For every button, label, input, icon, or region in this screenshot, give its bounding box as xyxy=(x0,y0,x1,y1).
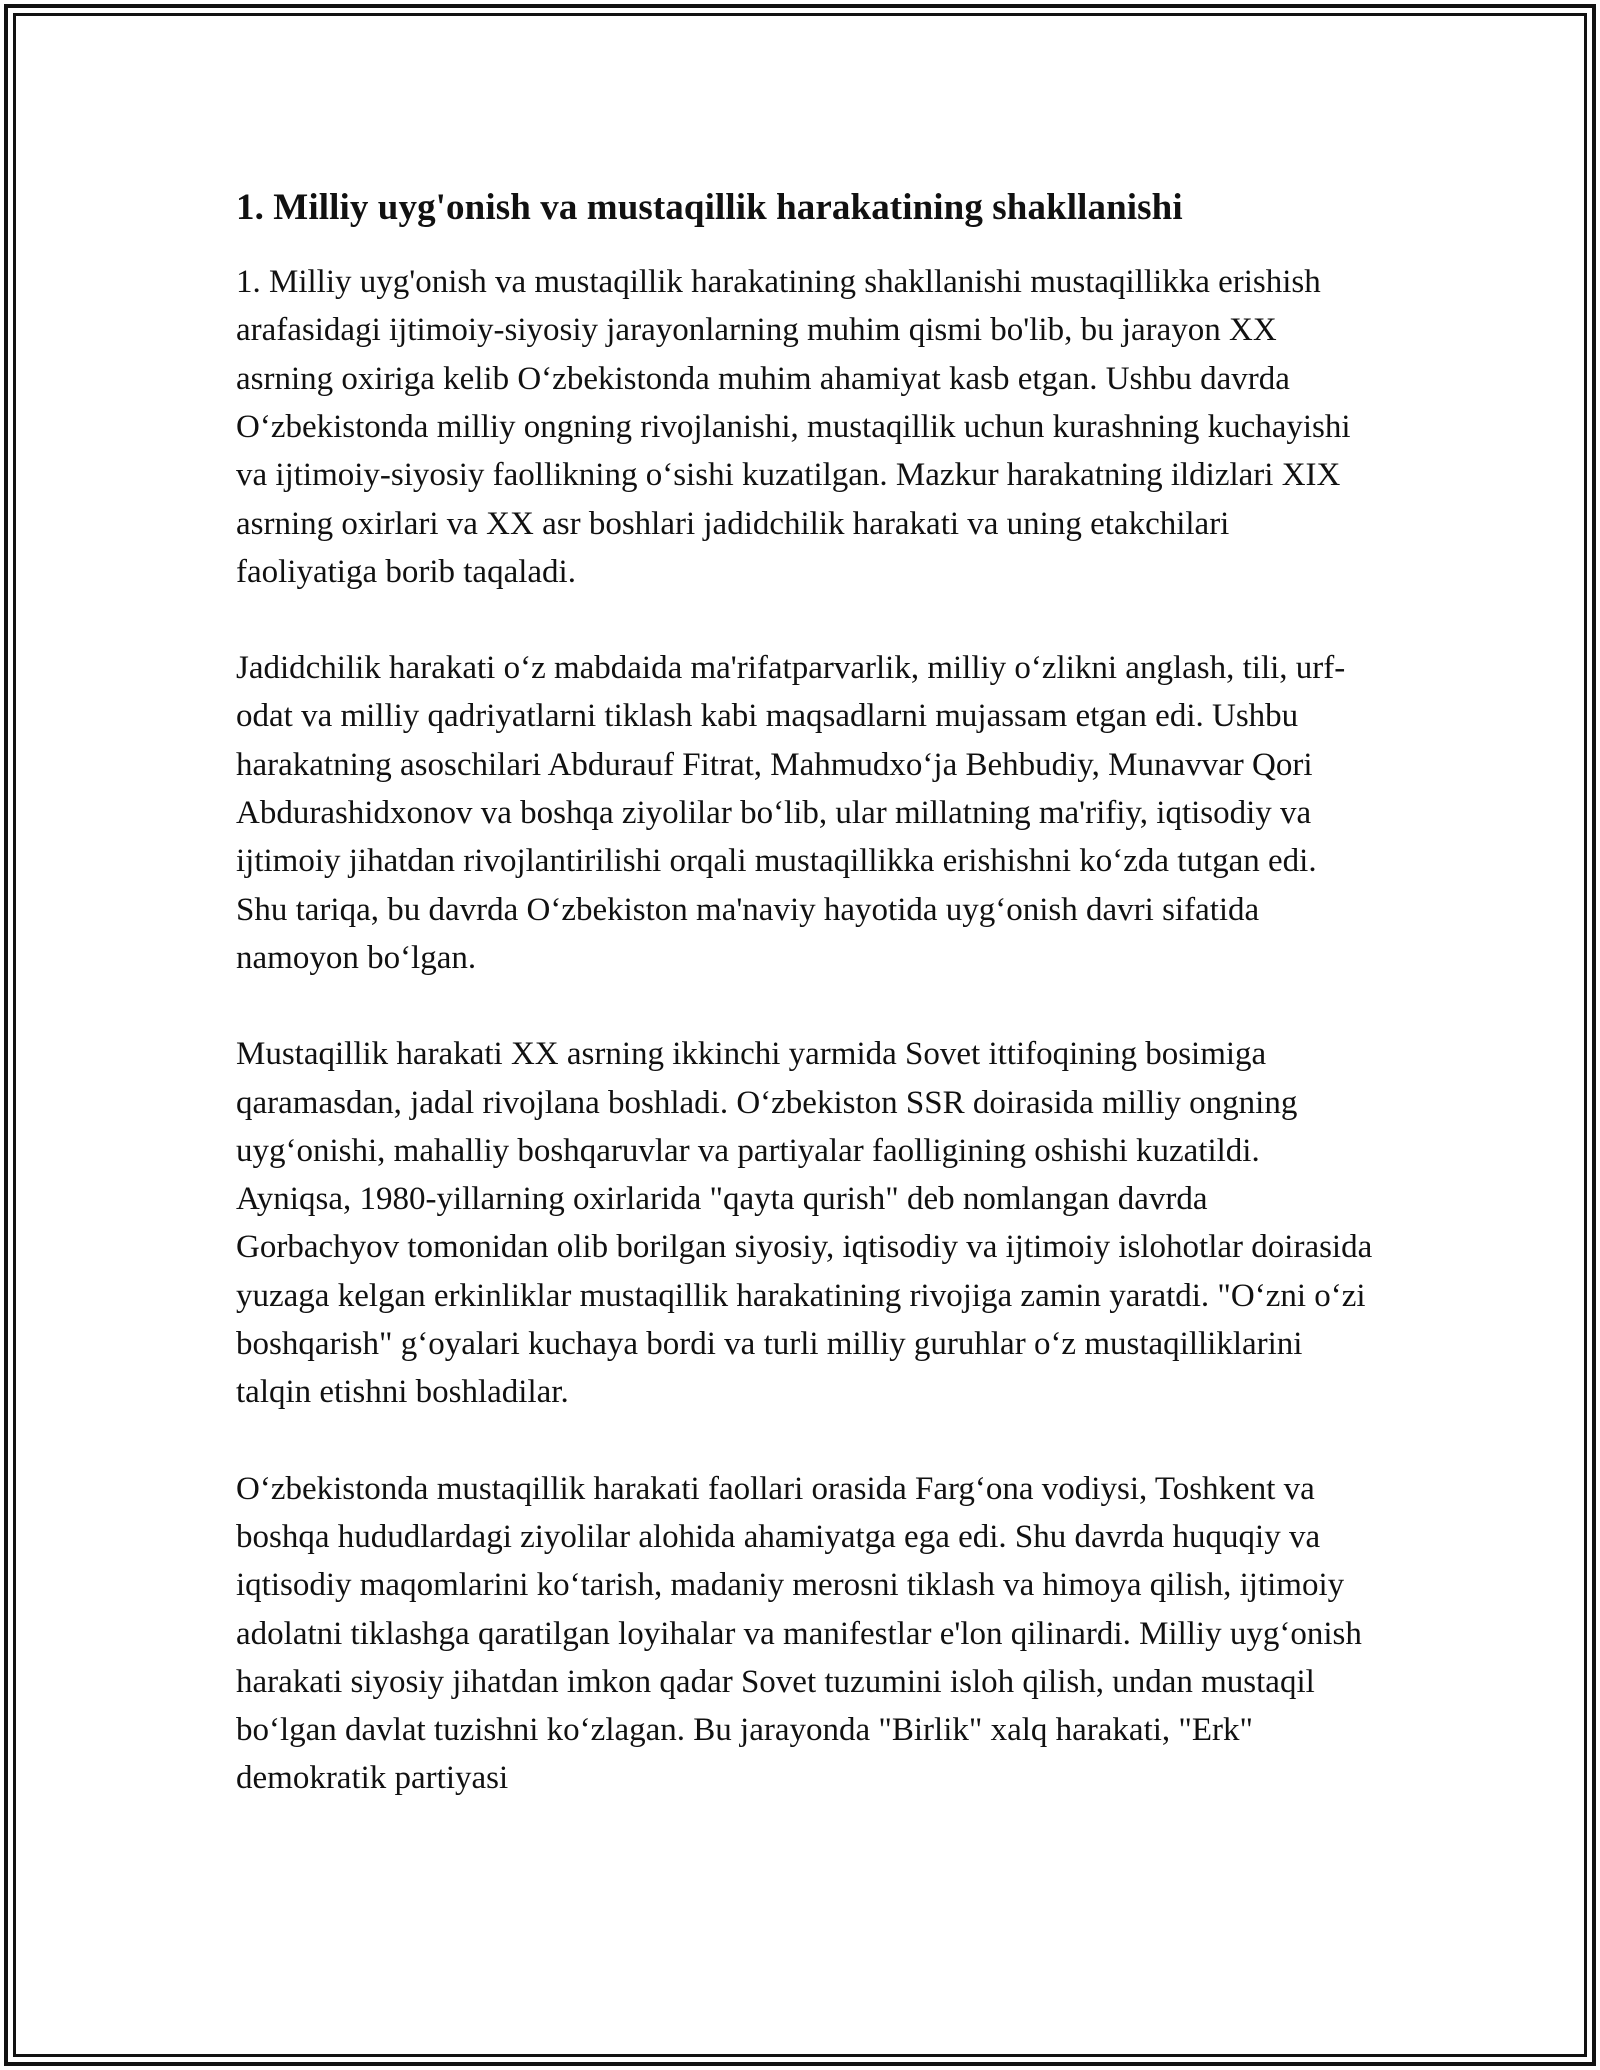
document-body xyxy=(236,184,1376,1803)
paragraph-independence-movement: Mustaqillik harakati XX asrning ikkinchi yarmida Sovet ittifoqining bosimiga qaramasdan, jadal rivojlana boshladi. O‘zbekiston SSR doirasida milliy ongning uyg‘onishi, mahalliy boshqaruvlar va partiyalar faolligining oshishi kuzatildi. Ayniqsa, 1980-yillarning oxirlarida "qayta qurish" deb nomlangan davrda Gorbachyov tomonidan olib borilgan siyosiy, iqtisodiy va ijtimoiy islohotlar doirasida yuzaga kelgan erkinliklar mustaqillik harakatining rivojiga zamin yaratdi. "O‘zni o‘zi boshqarish" g‘oyalari kuchaya bordi va turli milliy guruhlar o‘z mustaqilliklarini talqin etishni boshladilar. xyxy=(236,1036,1373,1411)
paragraph-jadidism: Jadidchilik harakati o‘z mabdaida ma'rifatparvarlik, milliy o‘zlikni anglash, tili, urf-odat va milliy qadriyatlarni tiklash kabi maqsadlarni mujassam etgan edi. Ushbu harakatning asoschilari Abdurauf Fitrat, Mahmudxo‘ja Behbudiy, Munavvar Qori Abdurashidxonov va boshqa ziyolilar bo‘lib, ular millatning ma'rifiy, iqtisodiy va ijtimoiy jihatdan rivojlantirilishi orqali mustaqillikka erishishni ko‘zda tutgan edi. Shu tariqa, bu davrda O‘zbekiston ma'naviy hayotida uyg‘onish davri sifatida namoyon bo‘lgan. xyxy=(236,650,1346,976)
paragraph-activists: O‘zbekistonda mustaqillik harakati faollari orasida Farg‘ona vodiysi, Toshkent va boshqa hududlardagi ziyolilar alohida ahamiyatga ega edi. Shu davrda huquqiy va iqtisodiy maqomlarini ko‘tarish, madaniy merosni tiklash va himoya qilish, ijtimoiy adolatni tiklashga qaratilgan loyihalar va manifestlar e'lon qilinardi. Milliy uyg‘onish harakati siyosiy jihatdan imkon qadar Sovet tuzumini isloh qilish, undan mustaqil bo‘lgan davlat tuzishni ko‘zlagan. Bu jarayonda "Birlik" xalq harakati, "Erk" demokratik partiyasi xyxy=(236,1470,1362,1797)
paragraph-intro: 1. Milliy uyg'onish va mustaqillik harakatining shakllanishi mustaqillikka erishish arafasidagi ijtimoiy-siyosiy jarayonlarning muhim qismi bo'lib, bu jarayon XX asrning oxiriga kelib O‘zbekistonda muhim ahamiyat kasb etgan. Ushbu davrda O‘zbekistonda milliy ongning rivojlanishi, mustaqillik uchun kurashning kuchayishi va ijtimoiy-siyosiy faollikning o‘sishi kuzatilgan. Mazkur harakatning ildizlari XIX asrning oxirlari va XX asr boshlari jadidchilik harakati va uning etakchilari faoliyatiga borib taqaladi. xyxy=(236,264,1351,590)
page-title: 1. Milliy uyg'onish va mustaqillik harakatining shakllanishi xyxy=(236,187,1183,228)
